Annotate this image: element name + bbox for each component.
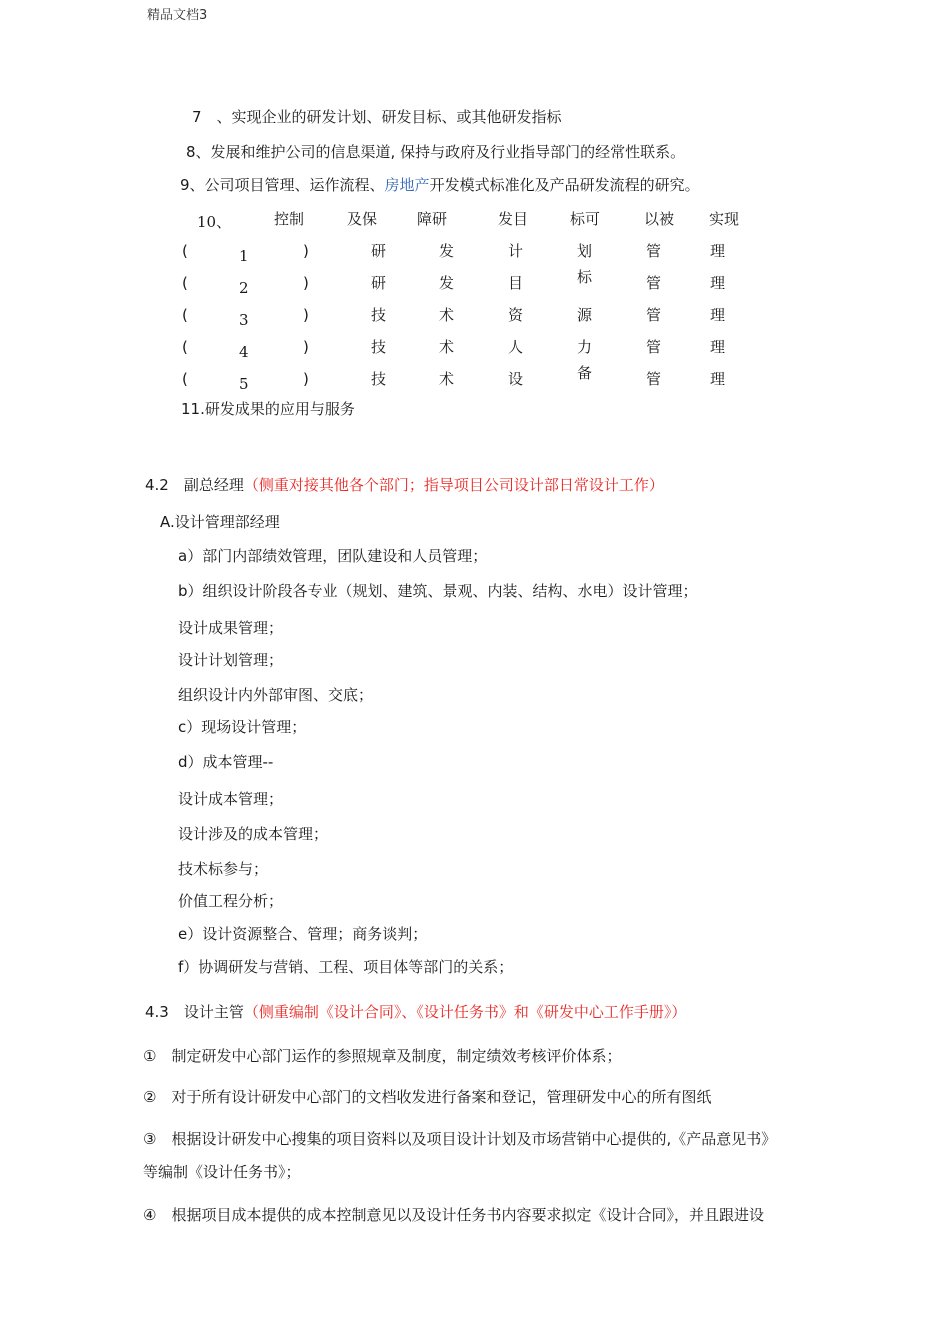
grid-row-number: 5 <box>239 375 249 393</box>
section-4-2-line: 价值工程分析； <box>178 892 284 910</box>
section-4-3-note: （侧重编制《设计合同》、《设计任务书》和《研发中心工作手册》） <box>243 1003 687 1021</box>
grid-cell: 源 <box>577 306 593 324</box>
section-4-3-item: ① 制定研发中心部门运作的参照规章及制度，制定绩效考核评价体系； <box>143 1047 622 1065</box>
section-4-2-line: b）组织设计阶段各专业（规划、建筑、景观、内装、结构、水电）设计管理； <box>178 582 698 600</box>
grid-cell: 理 <box>710 242 726 260</box>
grid-row-number: 2 <box>239 279 249 297</box>
grid-row-open: ( <box>182 338 188 356</box>
section-4-2-note: （侧重对接其他各个部门；指导项目公司设计部日常设计工作） <box>243 476 664 494</box>
grid-header-cell: 发目 <box>498 210 529 228</box>
grid-cell: 计 <box>508 242 524 260</box>
section-4-2-line: c）现场设计管理； <box>178 718 307 736</box>
section-4-3-item: ② 对于所有设计研发中心部门的文档收发进行备案和登记，管理研发中心的所有图纸 <box>143 1088 712 1106</box>
duty-item-8: 8、发展和维护公司的信息渠道, 保持与政府及行业指导部门的经常性联系。 <box>186 143 686 161</box>
duty-item-10-label: 10、 <box>197 213 232 231</box>
grid-row-open: ( <box>182 242 188 260</box>
grid-cell: 理 <box>710 370 726 388</box>
grid-cell: 研 <box>371 274 387 292</box>
section-4-3-title: 4.3 设计主管 <box>145 1003 244 1021</box>
section-4-2-title: 4.2 副总经理 <box>145 476 244 494</box>
grid-header-cell: 实现 <box>709 210 740 228</box>
grid-cell: 设 <box>508 370 524 388</box>
grid-cell: 术 <box>439 306 455 324</box>
grid-cell: 理 <box>710 338 726 356</box>
section-4-2-line: 组织设计内外部审图、交底； <box>178 686 374 704</box>
section-4-2-line: 设计成果管理； <box>178 619 284 637</box>
section-4-2-line: a）部门内部绩效管理，团队建设和人员管理； <box>178 547 488 565</box>
header-label: 精品文档3 <box>147 8 208 23</box>
section-4-3-item: ③ 根据设计研发中心搜集的项目资料以及项目设计计划及市场营销中心提供的,《产品意见书》 <box>143 1130 777 1148</box>
duty-item-9-before: 9、公司项目管理、运作流程、 <box>180 176 385 194</box>
section-4-2-line: 设计成本管理； <box>178 790 284 808</box>
section-4-2-heading <box>145 478 664 493</box>
grid-row-close: ) <box>303 242 309 260</box>
grid-cell: 理 <box>710 274 726 292</box>
grid-row-number: 3 <box>239 311 249 329</box>
grid-cell: 划 <box>577 242 593 260</box>
grid-cell: 术 <box>439 338 455 356</box>
section-4-2-line: d）成本管理-- <box>178 753 274 771</box>
grid-header-cell: 及保 <box>347 210 378 228</box>
grid-cell: 力 <box>577 338 593 356</box>
grid-row-close: ) <box>303 370 309 388</box>
section-4-2-line: f）协调研发与营销、工程、项目体等部门的关系； <box>178 958 514 976</box>
grid-header-cell: 标可 <box>570 210 601 228</box>
section-4-3-heading <box>145 1005 686 1020</box>
grid-cell: 技 <box>371 338 387 356</box>
grid-cell: 管 <box>646 242 662 260</box>
grid-header-cell: 控制 <box>274 210 305 228</box>
grid-row-close: ) <box>303 274 309 292</box>
grid-row-open: ( <box>182 306 188 324</box>
grid-row-open: ( <box>182 274 188 292</box>
grid-cell: 人 <box>508 338 524 356</box>
grid-cell: 发 <box>439 274 455 292</box>
section-4-2-line: e）设计资源整合、管理；商务谈判； <box>178 925 428 943</box>
duty-item-9-after: 开发模式标准化及产品研发流程的研究。 <box>429 176 700 194</box>
grid-cell: 管 <box>646 306 662 324</box>
grid-cell: 备 <box>577 364 593 382</box>
real-estate-link[interactable]: 房地产 <box>384 176 430 194</box>
section-4-2-line: 技术标参与； <box>178 860 269 878</box>
grid-cell: 技 <box>371 306 387 324</box>
duty-item-9 <box>180 178 700 193</box>
grid-cell: 技 <box>371 370 387 388</box>
section-4-3-item: 等编制《设计任务书》； <box>143 1163 301 1181</box>
grid-cell: 目 <box>508 274 524 292</box>
duty-item-11: 11.研发成果的应用与服务 <box>181 400 355 418</box>
grid-cell: 理 <box>710 306 726 324</box>
grid-cell: 标 <box>577 268 593 286</box>
grid-row-open: ( <box>182 370 188 388</box>
grid-cell: 发 <box>439 242 455 260</box>
duty-item-7: 7 、实现企业的研发计划、研发目标、或其他研发指标 <box>192 108 562 126</box>
grid-cell: 术 <box>439 370 455 388</box>
grid-cell: 研 <box>371 242 387 260</box>
section-4-2-line: 设计计划管理； <box>178 651 284 669</box>
grid-row-close: ) <box>303 306 309 324</box>
grid-row-number: 1 <box>239 247 249 265</box>
section-4-3-item: ④ 根据项目成本提供的成本控制意见以及设计任务书内容要求拟定《设计合同》，并且跟进设 <box>143 1206 764 1224</box>
grid-cell: 管 <box>646 274 662 292</box>
grid-row-close: ) <box>303 338 309 356</box>
section-4-2-sub-a: A.设计管理部经理 <box>160 513 280 531</box>
section-4-2-line: 设计涉及的成本管理； <box>178 825 329 843</box>
grid-row-number: 4 <box>239 343 249 361</box>
grid-header-cell: 以被 <box>644 210 675 228</box>
grid-cell: 管 <box>646 338 662 356</box>
grid-header-cell: 障研 <box>417 210 448 228</box>
grid-cell: 管 <box>646 370 662 388</box>
grid-cell: 资 <box>508 306 524 324</box>
